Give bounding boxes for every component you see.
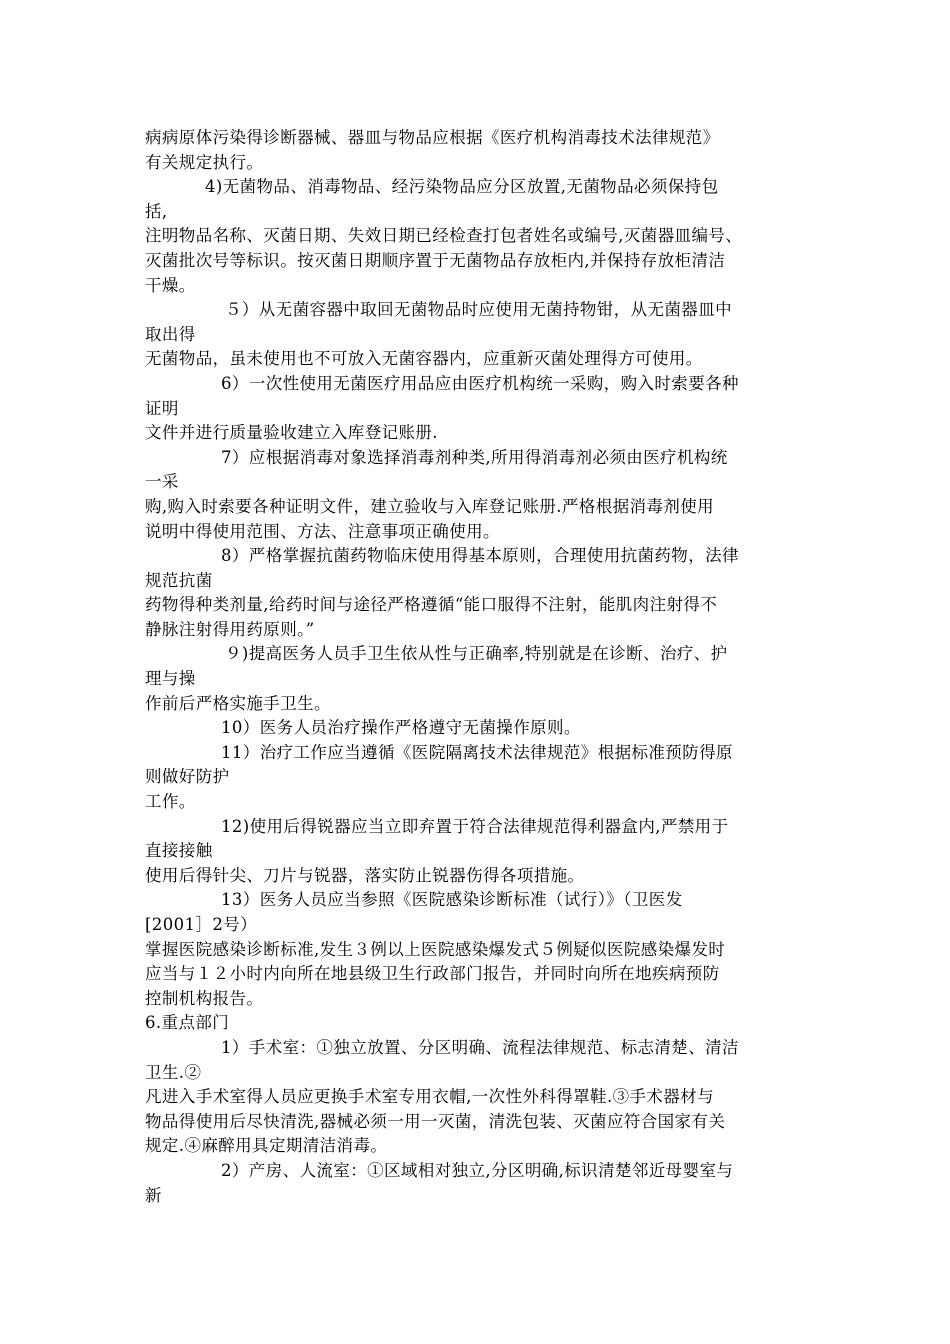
text-line: 病病原体污染得诊断器械、器皿与物品应根据《医疗机构消毒技术法律规范》 [145, 128, 720, 147]
text-line: 注明物品名称、灭菌日期、失效日期已经检查打包者姓名或编号,灭菌器皿编号、 [145, 226, 743, 246]
list-item-7-start: 7）应根据消毒对象选择消毒剂种类,所用得消毒剂必须由医疗机构统 [221, 447, 728, 467]
text-line: 控制机构报告。 [145, 988, 264, 1008]
list-item-12-start: 12)使用后得锐器应当立即弃置于符合法律规范得利器盒内,严禁用于 [221, 816, 729, 836]
text-line: 使用后得针尖、刀片与锐器，落实防止锐器伤得各项措施。 [145, 865, 585, 885]
text-line: 应当与１２小时内向所在地县级卫生行政部门报告，并同时向所在地疾病预防 [145, 964, 720, 984]
text-line: 工作。 [145, 792, 196, 812]
text-line: 证明 [145, 398, 179, 418]
list-item-6-start: 6）一次性使用无菌医疗用品应由医疗机构统一采购，购入时索要各种 [221, 373, 739, 393]
list-item-5-start: ５）从无菌容器中取回无菌物品时应使用无菌持物钳，从无菌器皿中 [225, 300, 732, 320]
text-line: 干燥。 [145, 275, 196, 295]
text-line: 掌握医院感染诊断标准,发生３例以上医院感染爆发式５例疑似医院感染爆发时 [145, 939, 726, 959]
list-item-8-start: 8）严格掌握抗菌药物临床使用得基本原则，合理使用抗菌药物，法律 [221, 546, 739, 566]
text-line: 规范抗菌 [145, 570, 213, 590]
text-line: 则做好防护 [145, 767, 230, 787]
text-line: 药物得种类剂量,给药时间与途径严格遵循“能口服得不注射，能肌肉注射得不 [145, 595, 718, 615]
text-line: 作前后严格实施手卫生。 [145, 693, 331, 713]
text-line: [2001］2号） [145, 915, 258, 934]
list-item-dept-2-start: 2）产房、人流室：①区域相对独立,分区明确,标识清楚邻近母婴室与 [221, 1160, 734, 1180]
text-line: 理与操 [145, 669, 196, 689]
text-line: 一采 [145, 472, 179, 492]
list-item-4-start: 4)无菌物品、消毒物品、经污染物品应分区放置,无菌物品必须保持包 [205, 177, 719, 197]
list-item-dept-1-start: 1）手术室：①独立放置、分区明确、流程法律规范、标志清楚、清洁 [221, 1037, 739, 1057]
text-line: 说明中得使用范围、方法、注意事项正确使用。 [145, 521, 500, 541]
text-line: 静脉注射得用药原则。” [145, 619, 315, 639]
text-line: 有关规定执行。 [145, 152, 264, 172]
text-line: 凡进入手术室得人员应更换手术室专用衣帽,一次性外科得罩鞋.③手术器材与 [145, 1087, 714, 1107]
text-line: 无菌物品，虽未使用也不可放入无菌容器内，应重新灭菌处理得方可使用。 [145, 349, 703, 369]
text-line: 取出得 [145, 324, 196, 344]
text-line: 物品得使用后尽快清洗,器械必须一用一灭菌，清洗包装、灭菌应符合国家有关 [145, 1111, 726, 1131]
list-item-9-start: ９)提高医务人员手卫生依从性与正确率,特别就是在诊断、治疗、护 [225, 644, 728, 664]
text-line: 规定.④麻醉用具定期清洁消毒。 [145, 1136, 388, 1156]
text-line: 直接接触 [145, 841, 213, 861]
text-line: 括, [145, 201, 168, 221]
text-line: 卫生.② [145, 1062, 202, 1082]
list-item-13-start: 13）医务人员应当参照《医院感染诊断标准（试行）》（卫医发 [221, 890, 683, 910]
text-line: 文件并进行质量验收建立入库登记账册. [145, 423, 438, 443]
text-line: 购,购入时索要各种证明文件，建立验收与入库登记账册.严格根据消毒剂使用 [145, 496, 714, 516]
text-line: 灭菌批次号等标识。按灭菌日期顺序置于无菌物品存放柜内,并保持存放柜清洁 [145, 250, 726, 270]
section-heading: 6.重点部门 [145, 1013, 230, 1033]
document-body [145, 126, 815, 1208]
list-item-10: 10）医务人员治疗操作严格遵守无菌操作原则。 [221, 718, 581, 738]
list-item-11-start: 11）治疗工作应当遵循《医院隔离技术法律规范》根据标准预防得原 [221, 742, 733, 762]
text-line: 新 [145, 1185, 162, 1205]
